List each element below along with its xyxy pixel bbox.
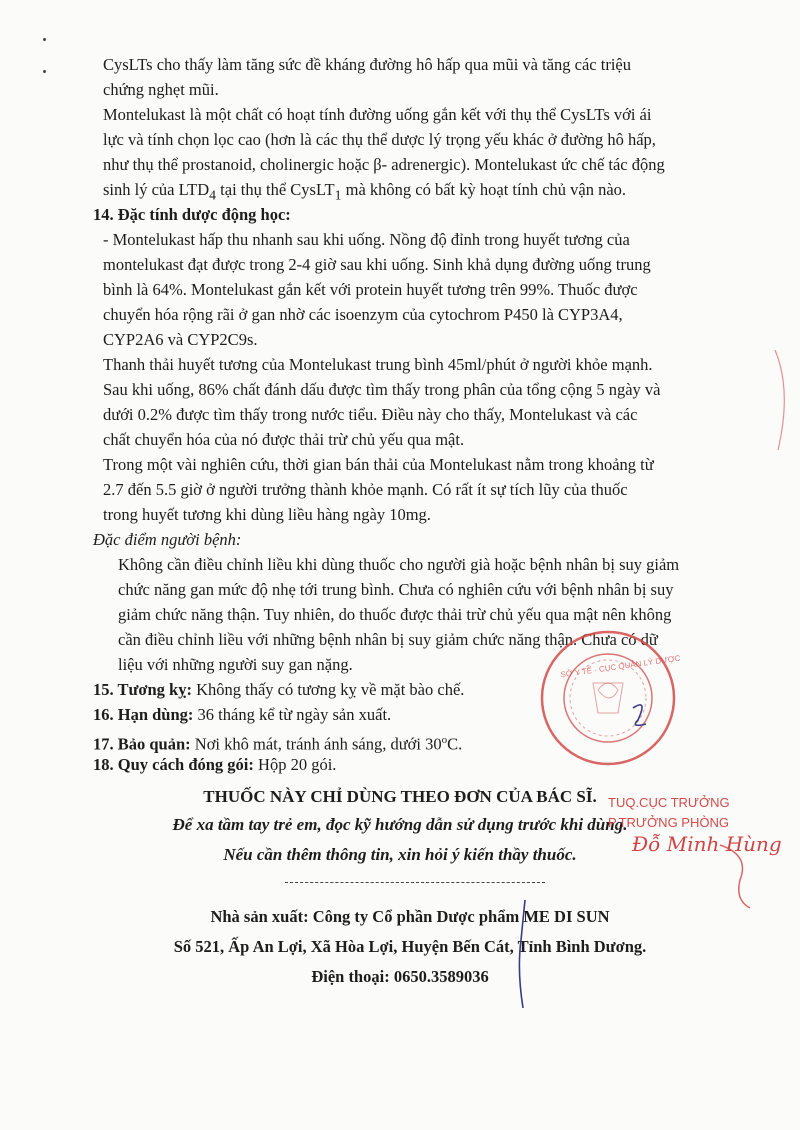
paragraph-line: cần điều chỉnh liều với những bệnh nhân bị suy giảm chức năng thận. Chưa có dữ: [118, 630, 658, 649]
section-text: C.: [447, 734, 463, 754]
section-15: [93, 678, 464, 702]
manufacturer-name: Nhà sản xuất: Công ty Cổ phần Dược phẩm ME DI SUN: [210, 907, 610, 926]
info-notice: Nếu cần thêm thông tin, xin hỏi ý kiến thầy thuốc.: [223, 845, 577, 864]
paragraph-line: chất chuyển hóa của nó được thải trừ chủ yếu qua mật.: [103, 430, 465, 449]
paragraph-line: bình là 64%. Montelukast gắn kết với protein huyết tương trên 99%. Thuốc được: [103, 280, 638, 299]
paragraph-line: dưới 0.2% được tìm thấy trong nước tiểu. Điều này cho thấy, Montelukast và các: [103, 405, 638, 424]
paragraph-line: chuyển hóa rộng rãi ở gan nhờ các isoenzym của cytochrom P450 là CYP3A4,: [103, 305, 623, 324]
text-run: sinh lý của LTD: [103, 180, 210, 199]
superscript: o: [441, 734, 448, 746]
paragraph-line: - Montelukast hấp thu nhanh sau khi uống. Nồng độ đỉnh trong huyết tương của: [103, 230, 630, 249]
text-run: tại thụ thể CysLT: [216, 180, 335, 199]
approval-title: TUQ.CỤC TRƯỞNG: [608, 795, 730, 810]
margin-dot: [43, 70, 46, 73]
paragraph-line: Không cần điều chỉnh liều khi dùng thuốc cho người già hoặc bệnh nhân bị suy giảm: [118, 555, 680, 574]
intro-line: CysLTs cho thấy làm tăng sức đề kháng đường hô hấp qua mũi và tăng các triệu: [103, 55, 631, 74]
prescription-notice: THUỐC NÀY CHỈ DÙNG THEO ĐƠN CỦA BÁC SĨ.: [203, 787, 597, 806]
section-18: [93, 753, 336, 777]
subscript: 4: [209, 187, 217, 203]
manufacturer-phone: Điện thoại: 0650.3589036: [311, 967, 489, 986]
paragraph-line: montelukast đạt được trong 2-4 giờ sau khi uống. Sinh khả dụng đường uống trung: [103, 255, 651, 274]
section-text: Nơi khô mát, tránh ánh sáng, dưới 30: [190, 734, 442, 754]
paragraph-line: giảm chức năng thận. Tuy nhiên, do thuốc được thải trừ chủ yếu qua mật nên không: [118, 605, 672, 624]
edge-seal-mark: [770, 350, 796, 450]
section-label: 17. Bảo quản:: [93, 734, 191, 754]
intro-line: lực và tính chọn lọc cao (hơn là các thụ thể dược lý trọng yếu khác ở đường hô hấp,: [103, 130, 656, 149]
paragraph-line: Sau khi uống, 86% chất đánh dấu được tìm thấy trong phân của tổng cộng 5 ngày và: [103, 380, 661, 399]
paragraph-line: Thanh thải huyết tương của Montelukast trung bình 45ml/phút ở người khỏe mạnh.: [103, 355, 653, 374]
paragraph-line: CYP2A6 và CYP2C9s.: [103, 330, 258, 349]
section-label: 15. Tương kỵ:: [93, 680, 192, 699]
intro-line: như thụ thể prostanoid, cholinergic hoặc β- adrenergic). Montelukast ức chế tác động: [103, 155, 665, 174]
paragraph-line: 2.7 đến 5.5 giờ ở người trưởng thành khỏe mạnh. Có rất ít sự tích lũy của thuốc: [103, 480, 628, 499]
text-run: mà không có bất kỳ hoạt tính chủ vận nào.: [341, 180, 627, 199]
signatory-name: Đỗ Minh Hùng: [632, 832, 782, 856]
section-14-heading: 14. Đặc tính dược động học:: [93, 205, 291, 224]
section-text: 36 tháng kể từ ngày sản xuất.: [193, 705, 392, 724]
child-safety-notice: Để xa tầm tay trẻ em, đọc kỹ hướng dẫn sử dụng trước khi dùng.: [172, 815, 628, 834]
intro-line: chứng nghẹt mũi.: [103, 80, 219, 99]
section-16: [93, 703, 391, 727]
official-seal-stamp: [538, 628, 678, 768]
dashed-separator: [285, 882, 545, 883]
section-text: Hộp 20 gói.: [253, 755, 337, 774]
seal-text: SỞ Y TẾ · CỤC QUẢN LÝ DƯỢC: [559, 653, 682, 680]
approval-subtitle: P.TRƯỞNG PHÒNG: [608, 815, 729, 830]
intro-line: Montelukast là một chất có hoạt tính đường uống gắn kết với thụ thể CysLTs với ái: [103, 105, 652, 124]
signature-stroke: [503, 900, 533, 1010]
section-label: 18. Quy cách đóng gói:: [93, 755, 254, 774]
section-text: Không thấy có tương kỵ về mặt bào chế.: [191, 680, 465, 699]
margin-dot: [43, 38, 46, 41]
section-label: 16. Hạn dùng:: [93, 705, 194, 724]
manufacturer-address: Số 521, Ấp An Lợi, Xã Hòa Lợi, Huyện Bến Cát, Tỉnh Bình Dương.: [173, 937, 647, 956]
paragraph-line: liệu với những người suy gan nặng.: [118, 655, 353, 674]
paragraph-line: chức năng gan mức độ nhẹ tới trung bình. Chưa có nghiên cứu với bệnh nhân bị suy: [118, 580, 674, 599]
paragraph-line: Trong một vài nghiên cứu, thời gian bán thải của Montelukast nằm trong khoảng từ: [103, 455, 654, 474]
paragraph-line: trong huyết tương khi dùng liều hàng ngày 10mg.: [103, 505, 431, 524]
patient-heading: Đặc điểm người bệnh:: [93, 530, 242, 549]
signature-red-curve: [700, 840, 760, 910]
subscript: 1: [334, 187, 342, 203]
